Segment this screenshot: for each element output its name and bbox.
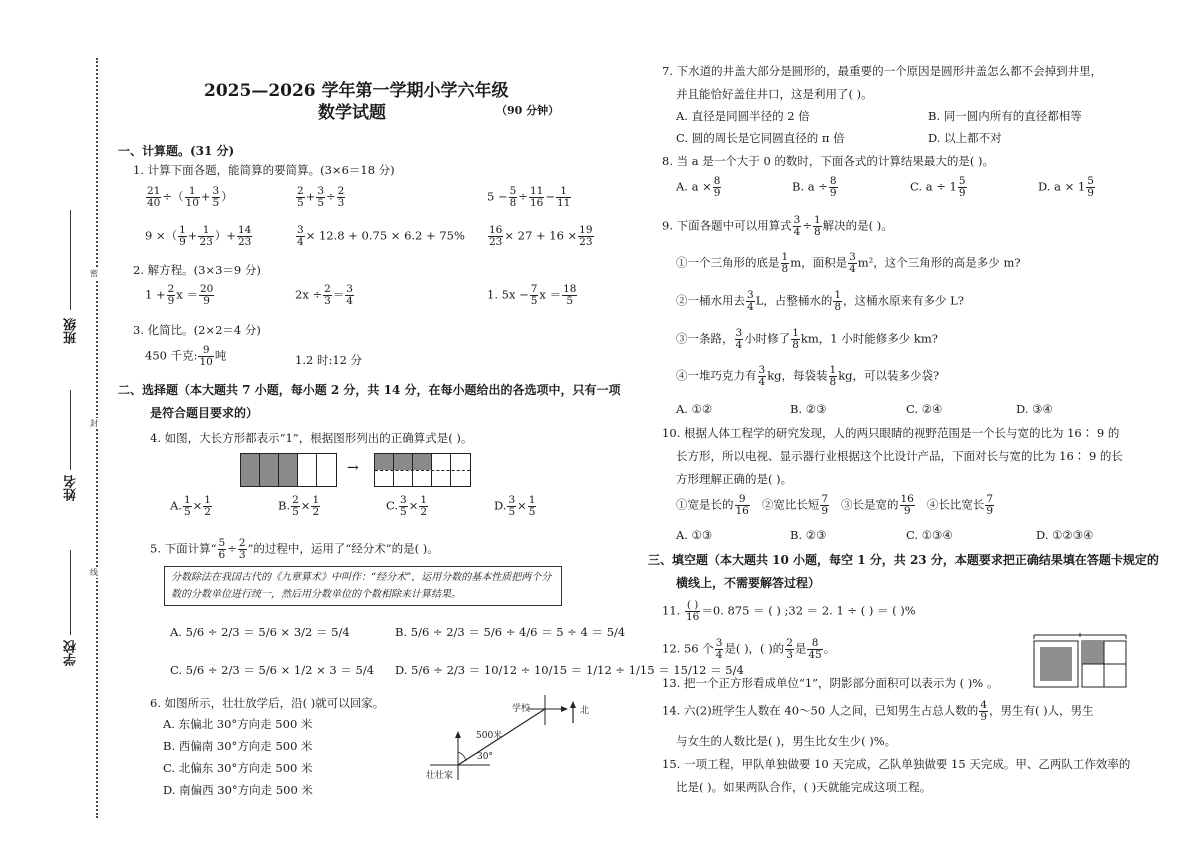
q8-option-a[interactable]: A. a × $\frac{8}{9}$ [676,175,721,200]
q8-option-d[interactable]: D. a × 1 $\frac{5}{9}$ [1038,175,1094,200]
q15-line2: 比是( )。如果两队合作，( )天就能完成这项工程。 [676,780,932,794]
home-north-arrow [455,731,461,738]
exam-duration: （90 分钟） [496,104,560,117]
q10-option-c[interactable]: C. ①③④ [906,528,953,542]
q9-option-c[interactable]: C. ②④ [906,402,943,416]
q7-option-a[interactable]: A. 直径是同圆半径的 2 倍 [676,109,810,123]
map-angle-label: 30° [477,752,493,762]
q1-expr-e: $\frac{3}{4}$ × 12.8 + 0.75 × 6.2 + 75% [297,224,465,249]
q4-arrow: → [347,460,359,476]
class-blank [70,210,71,310]
section3-title-line2: 横线上，不需要解答过程） [676,576,821,590]
name-label: 姓名 [64,475,79,501]
mi-mark: 密 [90,269,98,278]
q9-option-b[interactable]: B. ②③ [790,402,827,416]
school-blank [70,550,71,635]
q11: 11. ( ) 16 ＝0. 875 ＝ ( ) ;32 ＝ 2. 1 ÷ ( ) ＝ ( )% [662,599,916,624]
right-square-shaded [1082,641,1104,664]
q2-title: 2. 解方程。(3×3＝9 分) [133,263,261,277]
q7-option-d[interactable]: D. 以上都不对 [928,131,1002,145]
q9-item-3: ③一条路， $\frac{3}{4}$ 小时修了 $\frac{1}{8}$ km，1 小时能修多少 km? [676,327,938,352]
q7-title-line2: 并且能恰好盖住井口，这是利用了( )。 [676,87,873,101]
section3-title-line1: 三、填空题（本大题共 10 小题，每空 1 分，共 23 分，本题要求把正确结果填在答题卡规定的 [648,553,1159,567]
q4-option-a[interactable]: A. $\frac{1}{5}$ × $\frac{1}{2}$ [170,494,211,519]
section2-title-line2: 是符合题目要求的） [150,406,259,420]
exam-title: 2025—2026 学年第一学期小学六年级 [204,81,509,101]
q9-item-2: ②一桶水用去 $\frac{3}{4}$ L，占整桶水的 $\frac{1}{8}$ ，这桶水原来有多少 L? [676,289,964,314]
section2-title-line1: 二、选择题（本大题共 7 小题，每小题 2 分，共 14 分，在每小题给出的各选项中，只有一项 [118,383,621,397]
q10-line2: 长方形，所以电视、显示器行业根据这个比设计产品，下面对长与宽的比为 16∶ 9 的长 [676,449,1123,463]
q15-line1: 15. 一项工程，甲队单独做要 10 天完成，乙队单独做要 15 天完成。甲、乙两队工作效率的 [662,757,1131,771]
q10-line1: 10. 根据人体工程学的研究发现，人的两只眼睛的视野范围是一个长与宽的比为 16∶ 9 的 [662,426,1120,440]
q13-square-figure [1030,633,1130,693]
q14-line2: 与女生的人数比是( )，男生比女生少( )%。 [676,734,897,748]
section1-title: 一、计算题。(31 分) [118,144,235,158]
map-home-label: 壮壮家 [426,771,454,781]
q10-items: ①宽是长的 $\frac{9}{16}$ ②宽比长短 $\frac{7}{9}$ ③长是宽的 $\frac{16}{9}$ ④长比宽长 $\frac{7}{9}$ [676,493,994,518]
q5-option-d[interactable]: D. 5/6 ÷ 2/3 ＝ 10/12 ÷ 10/15 ＝ 1/12 ÷ 1/15 ＝ 15/12 ＝ 5/4 [395,663,744,677]
school-label: 学校 [64,640,79,666]
q7-title-line1: 7. 下水道的井盖大部分是圆形的，最重要的一个原因是圆形井盖怎么都不会掉到井里， [662,64,1103,78]
map-school-label: 学校 [512,704,531,714]
q9-option-a[interactable]: A. ①② [676,402,713,416]
q10-option-d[interactable]: D. ①②③④ [1036,528,1094,542]
q7-option-b[interactable]: B. 同一圆内所有的直径都相等 [928,109,1082,123]
q7-option-c[interactable]: C. 圆的周长是它同圆直径的 π 倍 [676,131,845,145]
q4-figure-left [240,453,337,487]
q10-option-a[interactable]: A. ①③ [676,528,713,542]
q13: 13. 把一个正方形看成单位“1”，阴影部分面积可以表示为 ( )% 。 [662,676,999,690]
q4-option-b[interactable]: B. $\frac{2}{5}$ × $\frac{1}{2}$ [278,494,320,519]
q9-item-1: ①一个三角形的底是 $\frac{1}{8}$ m，面积是 $\frac{3}{4}$ m²，这个三角形的高是多少 m? [676,251,1021,276]
angle-arc [458,752,466,761]
q4-option-c[interactable]: C. $\frac{3}{5}$ × $\frac{1}{2}$ [386,494,428,519]
q5-title: 5. 下面计算“ $\frac{5}{6}$ ÷ $\frac{2}{3}$ ”的过程中，运用了“经分术”的是( )。 [150,537,439,562]
q1-expr-b: $\frac{2}{5}$ + $\frac{3}{5}$ ÷ $\frac{2}{3}$ [297,185,345,210]
q2-eq-c: 1. 5x − $\frac{7}{5}$ x ＝ $\frac{18}{5}$ [487,283,577,308]
q12: 12. 56 个 $\frac{3}{4}$ 是( )，( )的 $\frac{2}{3}$ 是 $\frac{8}{45}$ 。 [662,637,836,662]
q3-ratio-a: 450 千克: $\frac{9}{10}$ 吨 [145,344,227,369]
q6-option-b[interactable]: B. 西偏南 30°方向走 500 米 [163,739,313,753]
q4-option-d[interactable]: D. $\frac{3}{5}$ × $\frac{1}{5}$ [494,494,536,519]
q1-expr-c: 5 − $\frac{5}{8}$ ÷ $\frac{11}{16}$ − $\frac{1}{11}$ [487,185,571,210]
q1-expr-f: $\frac{16}{23}$ × 27 + 16 × $\frac{19}{23}$ [489,224,593,249]
map-distance-label: 500米 [476,731,503,741]
q5-option-a[interactable]: A. 5/6 ÷ 2/3 ＝ 5/6 × 3/2 ＝ 5/4 [170,625,350,639]
q5-option-b[interactable]: B. 5/6 ÷ 2/3 ＝ 5/6 ÷ 4/6 ＝ 5 ÷ 4 ＝ 5/4 [395,625,626,639]
name-blank [70,390,71,470]
q2-eq-a: 1 + $\frac{2}{9}$ x ＝ $\frac{20}{9}$ [145,283,214,308]
q1-title: 1. 计算下面各题，能简算的要简算。(3×6＝18 分) [133,163,395,177]
q3-title: 3. 化简比。(2×2＝4 分) [133,323,261,337]
q5-note-box: 分数除法在我国古代的《九章算术》中叫作：“经分术”，运用分数的基本性质把两个分数的分数单位进行统一，然后用分数单位的个数相除来计算结果。 [164,566,562,606]
q8-option-b[interactable]: B. a ÷ $\frac{8}{9}$ [792,175,837,200]
binding-line [96,58,98,818]
q8-title: 8. 当 a 是一个大于 0 的数时，下面各式的计算结果最大的是( )。 [662,154,995,168]
q6-option-d[interactable]: D. 南偏西 30°方向走 500 米 [163,783,313,797]
q8-option-c[interactable]: C. a ÷ 1 $\frac{5}{9}$ [910,175,966,200]
north-compass-arrow [570,701,576,708]
q3-ratio-b: 1.2 时:12 分 [295,353,363,367]
q5-option-c[interactable]: C. 5/6 ÷ 2/3 ＝ 5/6 × 1/2 × 3 ＝ 5/4 [170,663,375,677]
q6-title: 6. 如图所示，壮壮放学后，沿( )就可以回家。 [150,696,385,710]
feng-mark: 封 [90,419,98,428]
map-north-label: 北 [580,706,590,716]
exam-subtitle: 数学试题 [318,103,386,123]
xian-mark: 线 [90,568,98,577]
q10-option-b[interactable]: B. ②③ [790,528,827,542]
q4-figure-right [374,453,471,487]
q9-option-d[interactable]: D. ③④ [1016,402,1053,416]
q9-item-4: ④一堆巧克力有 $\frac{3}{4}$ kg，每袋装 $\frac{1}{8}$ kg，可以装多少袋? [676,364,940,389]
q1-expr-a: $\frac{21}{40}$ ÷（ $\frac{1}{10}$ + $\frac{3}{5}$ ） [147,185,233,210]
class-label: 班级 [64,318,79,344]
q2-eq-b: 2x ÷ $\frac{2}{3}$ ＝ $\frac{3}{4}$ [295,283,353,308]
q1-expr-d: 9 ×（ $\frac{1}{9}$ + $\frac{1}{23}$ ）+ $\frac{14}{23}$ [145,224,252,249]
q14-line1: 14. 六(2)班学生人数在 40～50 人之间，已知男生占总人数的 $\frac{4}{9}$ ，男生有( )人，男生 [662,699,1094,724]
q6-option-c[interactable]: C. 北偏东 30°方向走 500 米 [163,761,313,775]
q6-option-a[interactable]: A. 东偏北 30°方向走 500 米 [163,717,313,731]
school-east-arrow [561,706,568,712]
left-square-shaded [1040,647,1072,681]
q9-title: 9. 下面各题中可以用算式 $\frac{3}{4}$ ÷ $\frac{1}{8}$ 解决的是( )。 [662,214,893,239]
q4-title: 4. 如图，大长方形都表示“1”，根据图形列出的正确算式是( )。 [150,431,473,445]
q10-line3: 方形理解正确的是( )。 [676,472,793,486]
